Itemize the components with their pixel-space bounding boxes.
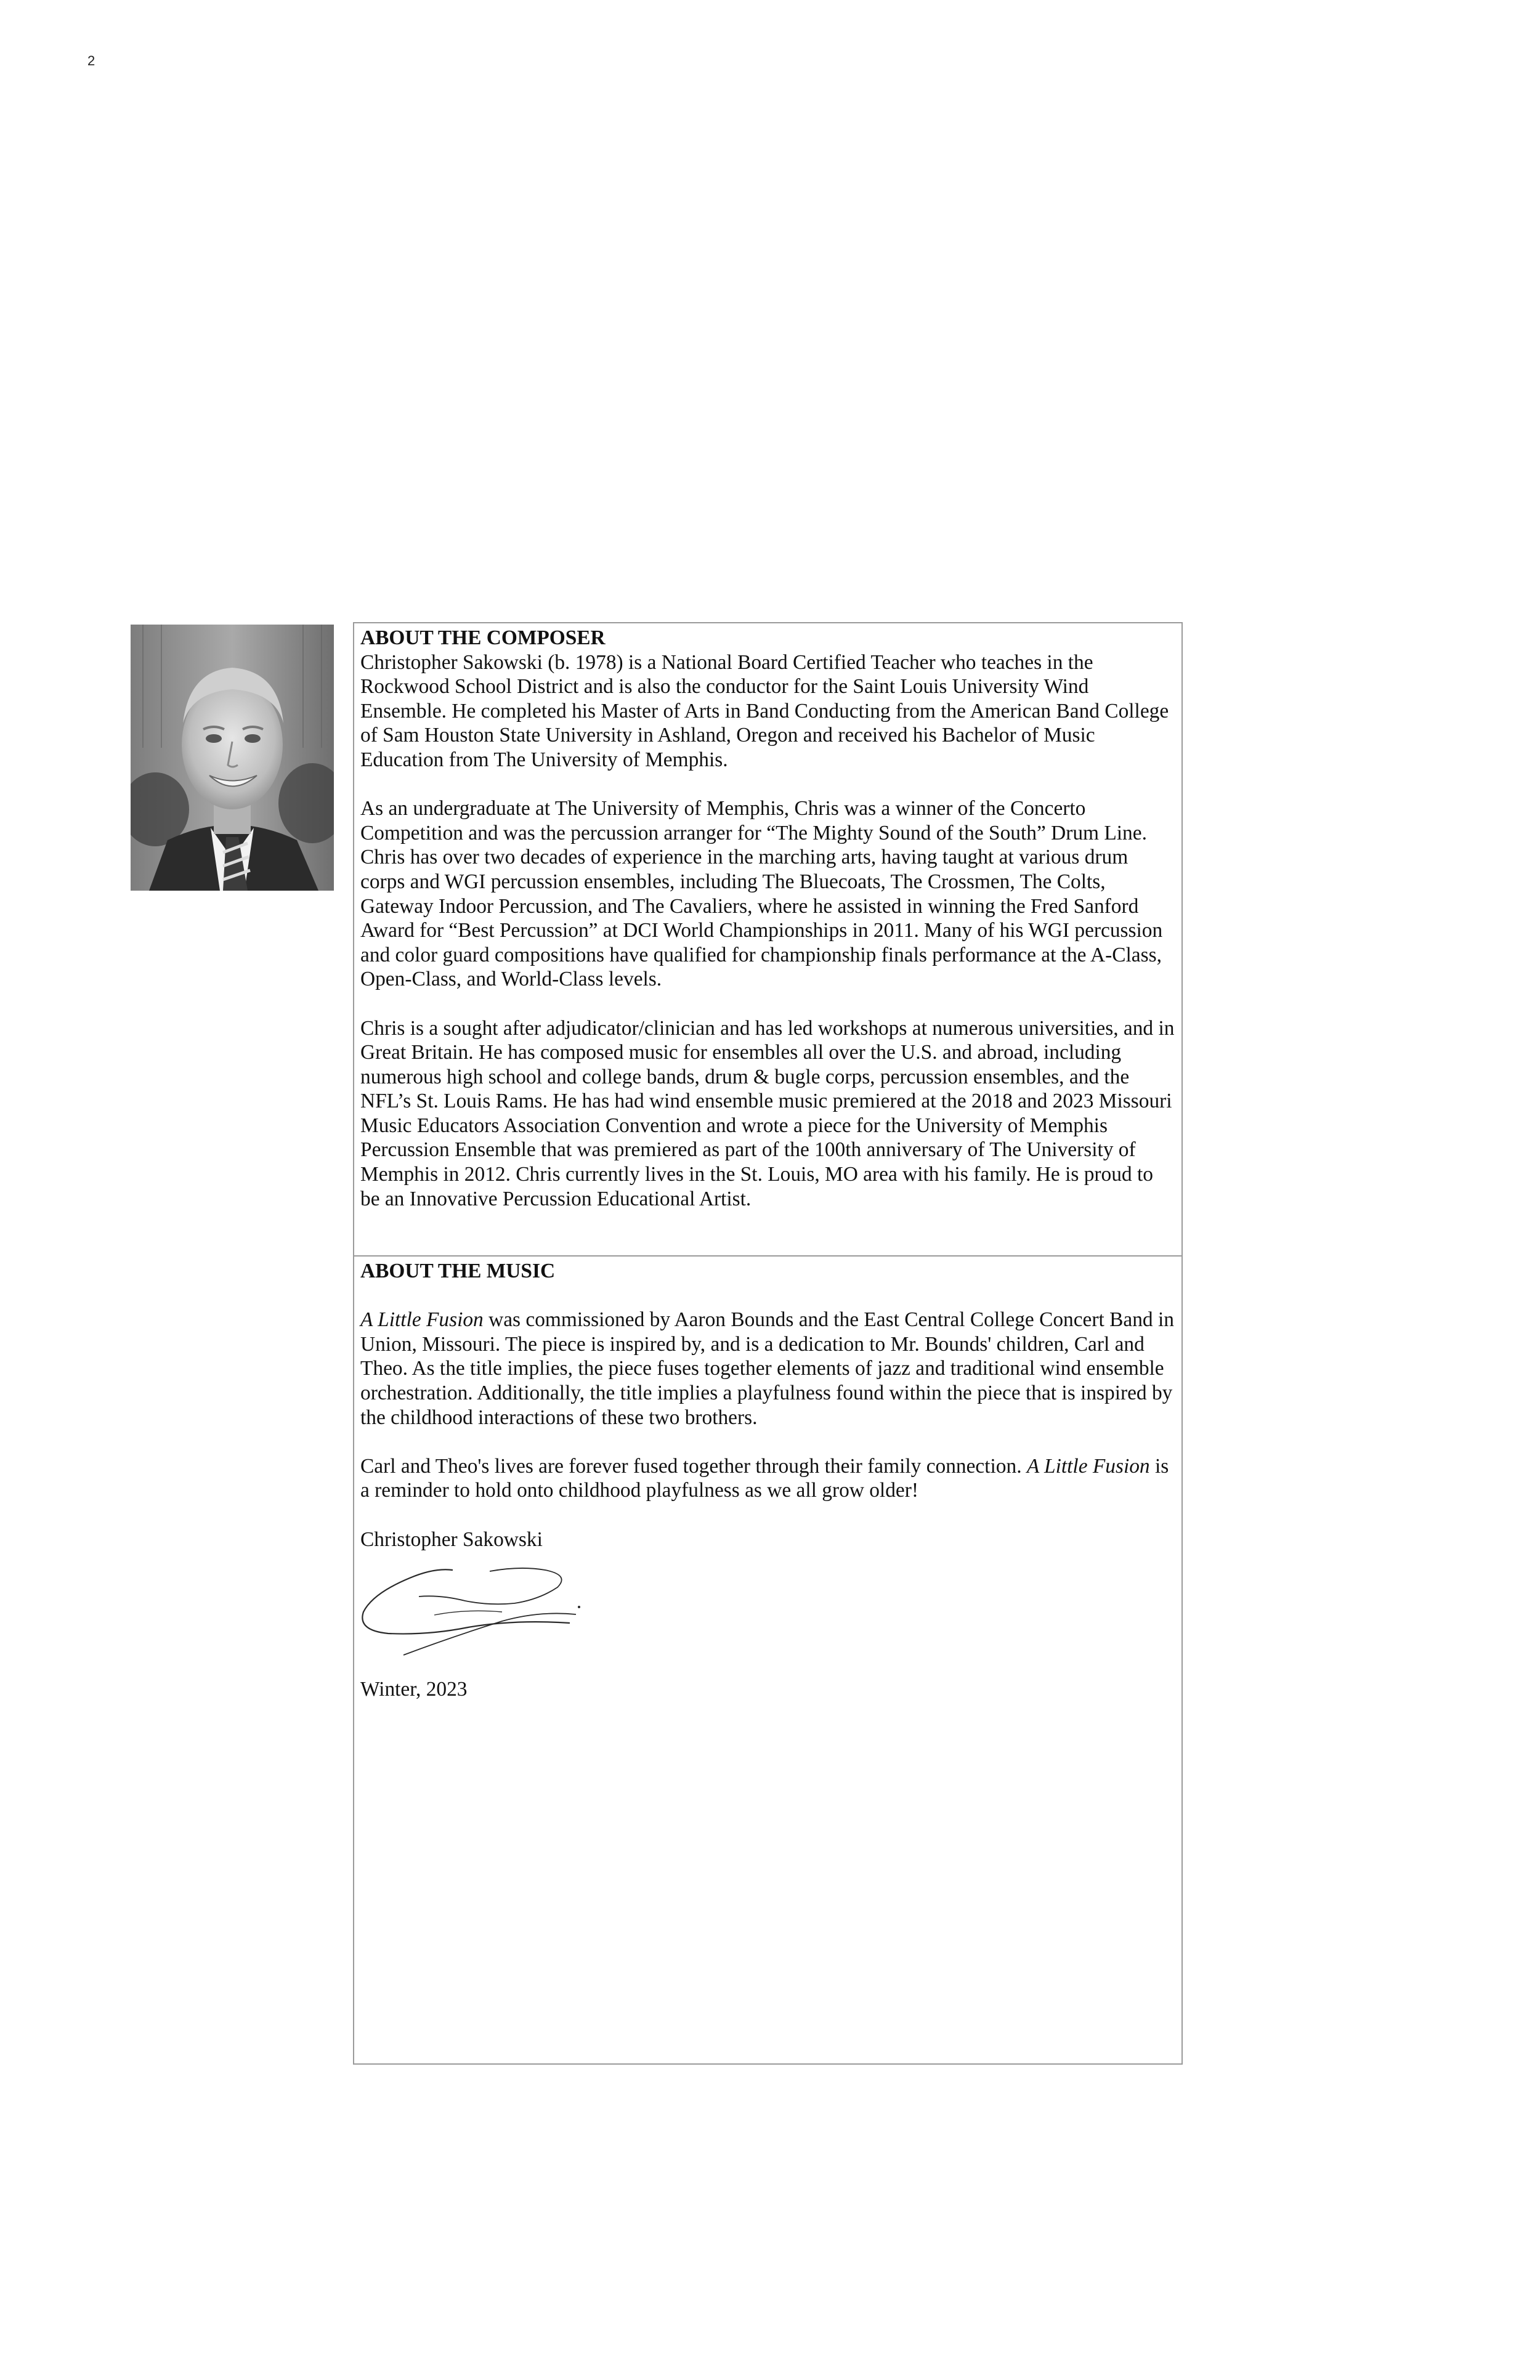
- composer-bio-paragraph-3: Chris is a sought after adjudicator/clinician and has led workshops at numerous universities, and in Great Britain. He has composed music for ensembles all over the U.S. and abroad, including numerous high school and college bands, drum & bugle corps, percussion ensembles, and the NFL’s St. Louis Rams. He has had wind ensemble music premiered at the 2018 and 2023 Missouri Music Educators Association Convention and wrote a piece for the University of Memphis Percussion Ensemble that was premiered as part of the 100th anniversary of The University of Memphis in 2012. Chris currently lives in the St. Louis, MO area with his family. He is proud to be an Innovative Percussion Educational Artist.: [360, 1016, 1175, 1210]
- music-paragraph-1-text: was commissioned by Aaron Bounds and the East Central College Concert Band in Union, Missouri. The piece is inspired by, and is a dedication to Mr. Bounds' children, Carl and Theo. As the title implies, the piece fuses together elements of jazz and traditional wind ensemble orchestration. Additionally, the title implies a playfulness found within the piece that is inspired by the childhood interactions of these two brothers.: [360, 1308, 1174, 1429]
- about-composer-section: [353, 622, 1183, 1257]
- page-number: 2: [87, 53, 95, 68]
- composer-bio-paragraph-2: As an undergraduate at The University of Memphis, Chris was a winner of the Concerto Competition and was the percussion arranger for “The Mighty Sound of the South” Drum Line. Chris has over two decades of experience in the marching arts, having taught at various drum corps and WGI percussion ensembles, including The Bluecoats, The Crossmen, The Colts, Gateway Indoor Percussion, and The Cavaliers, where he assisted in winning the Fred Sanford Award for “Best Percussion” at DCI World Championships in 2011. Many of his WGI percussion and color guard compositions have qualified for championship finals performance at the A-Class, Open-Class, and World-Class levels.: [360, 797, 1163, 991]
- music-paragraph-1: [360, 1308, 1177, 1430]
- composer-photo: [131, 625, 334, 891]
- date-written: Winter, 2023: [360, 1678, 468, 1701]
- piece-title-inline: A Little Fusion: [1026, 1454, 1150, 1478]
- author-name: Christopher Sakowski: [360, 1528, 543, 1551]
- about-music-heading: ABOUT THE MUSIC: [360, 1260, 556, 1282]
- about-music-section: [353, 1255, 1183, 2065]
- music-paragraph-2: [360, 1454, 1177, 1503]
- signature: [360, 1563, 588, 1661]
- composer-bio-paragraph-1: Christopher Sakowski (b. 1978) is a National Board Certified Teacher who teaches in the Rockwood School District and is also the conductor for the Saint Louis University Wind Ensemble. He completed his Master of Arts in Band Conducting from the American Band College of Sam Houston State University in Ashland, Oregon and received his Bachelor of Music Education from The University of Memphis.: [360, 650, 1169, 771]
- music-paragraph-2-text: is a reminder to hold onto childhood playfulness as we all grow older!: [360, 1454, 1169, 1502]
- music-paragraph-2-start: Carl and Theo's lives are forever fused together through their family connection.: [360, 1454, 1027, 1478]
- piece-title: A Little Fusion: [360, 1308, 484, 1332]
- about-composer-heading: ABOUT THE COMPOSER: [360, 626, 606, 649]
